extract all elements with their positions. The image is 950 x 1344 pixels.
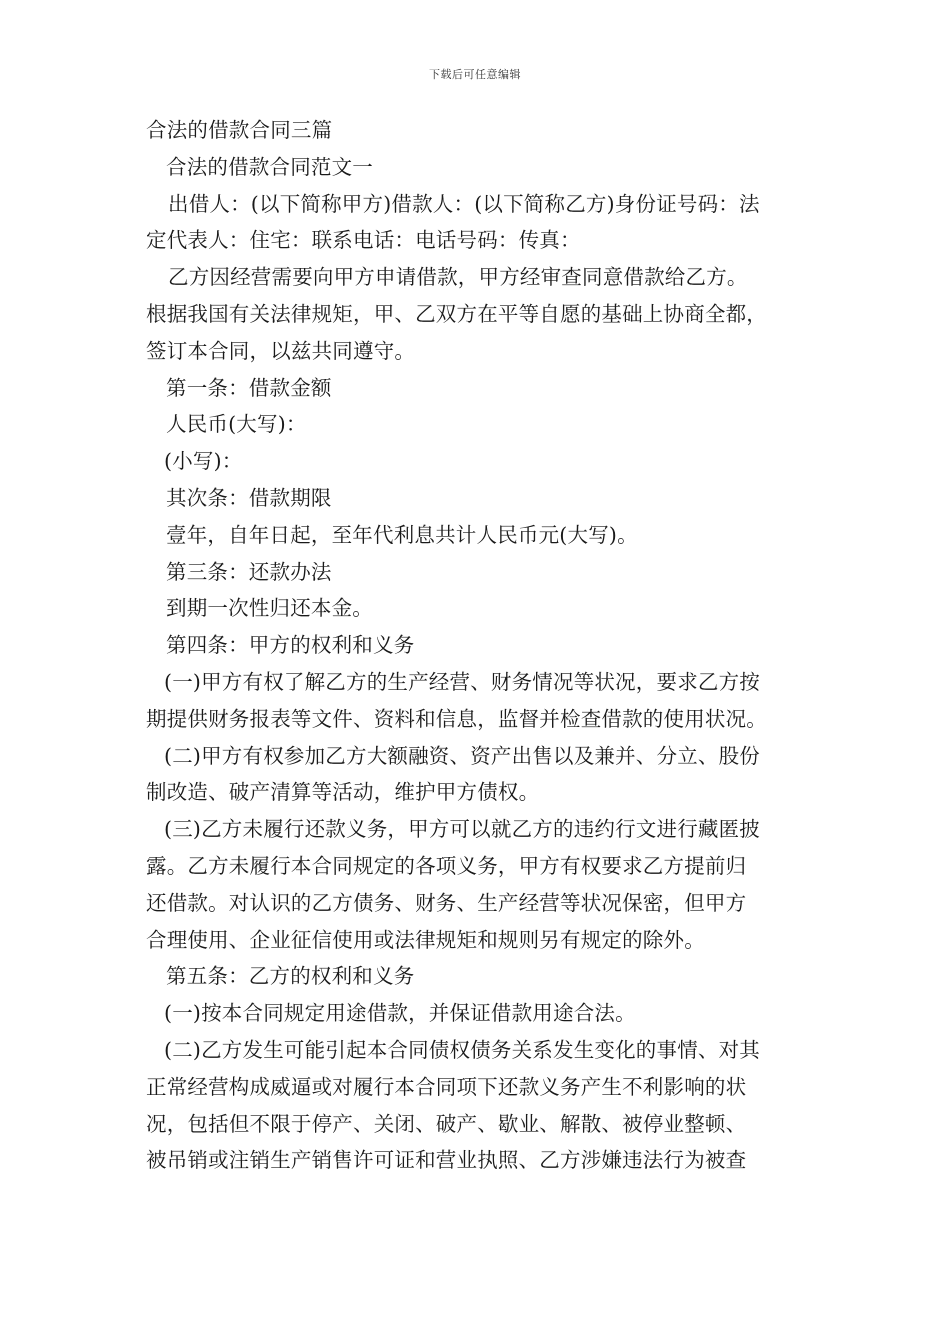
document-body xyxy=(146,112,812,1179)
paragraph-line: 其次条：借款期限 xyxy=(166,485,332,510)
paragraph-line: (三)乙方未履行还款义务，甲方可以就乙方的违约行文进行藏匿披 xyxy=(164,817,760,842)
paragraph-line: 露。乙方未履行本合同规定的各项义务，甲方有权要求乙方提前归 xyxy=(146,853,747,878)
paragraph-line: 合法的借款合同范文一 xyxy=(166,154,373,179)
paragraph-line: 第一条：借款金额 xyxy=(166,375,332,400)
paragraph-line: (一)按本合同规定用途借款，并保证借款用途合法。 xyxy=(164,1001,636,1026)
paragraph-line: 壹年，自年日起，至年代利息共计人民币元(大写)。 xyxy=(166,522,638,547)
paragraph-line: 被吊销或注销生产销售许可证和营业执照、乙方涉嫌违法行为被查 xyxy=(146,1148,747,1173)
page-header-note: 下载后可任意编辑 xyxy=(429,68,521,81)
paragraph-line: 第三条：还款办法 xyxy=(166,559,332,584)
paragraph-line: 期提供财务报表等文件、资料和信息，监督并检查借款的使用状况。 xyxy=(146,706,767,731)
paragraph-line: 况，包括但不限于停产、关闭、破产、歇业、解散、被停业整顿、 xyxy=(146,1111,747,1136)
paragraph-line: 出借人：(以下简称甲方)借款人：(以下简称乙方)身份证号码：法 xyxy=(168,191,760,216)
paragraph-line: 制改造、破产清算等活动，维护甲方债权。 xyxy=(146,780,540,805)
paragraph-line: 还借款。对认识的乙方债务、财务、生产经营等状况保密，但甲方 xyxy=(146,890,747,915)
paragraph-line: (小写)： xyxy=(164,449,243,474)
paragraph-line: (二)乙方发生可能引起本合同债权债务关系发生变化的事情、对其 xyxy=(164,1037,760,1062)
paragraph-line: (二)甲方有权参加乙方大额融资、资产出售以及兼并、分立、股份 xyxy=(164,743,760,768)
paragraph-line: 到期一次性归还本金。 xyxy=(166,596,373,621)
paragraph-line: 乙方因经营需要向甲方申请借款，甲方经审查同意借款给乙方。 xyxy=(168,265,748,290)
paragraph-line: 根据我国有关法律规矩，甲、乙双方在平等自愿的基础上协商全都， xyxy=(146,301,767,326)
paragraph-line: 第四条：甲方的权利和义务 xyxy=(166,633,415,658)
document-title: 合法的借款合同三篇 xyxy=(146,118,333,142)
paragraph-line: 第五条：乙方的权利和义务 xyxy=(166,964,415,989)
paragraph-line: 人民币(大写)： xyxy=(166,412,307,437)
paragraph-line: 合理使用、企业征信使用或法律规矩和规则另有规定的除外。 xyxy=(146,927,705,952)
paragraph-line: 定代表人：住宅：联系电话：电话号码：传真： xyxy=(146,228,581,253)
paragraph-line: (一)甲方有权了解乙方的生产经营、财务情况等状况，要求乙方按 xyxy=(164,669,760,694)
paragraph-line: 正常经营构成威逼或对履行本合同项下还款义务产生不利影响的状 xyxy=(146,1074,747,1099)
paragraph-line: 签订本合同，以兹共同遵守。 xyxy=(146,338,416,363)
